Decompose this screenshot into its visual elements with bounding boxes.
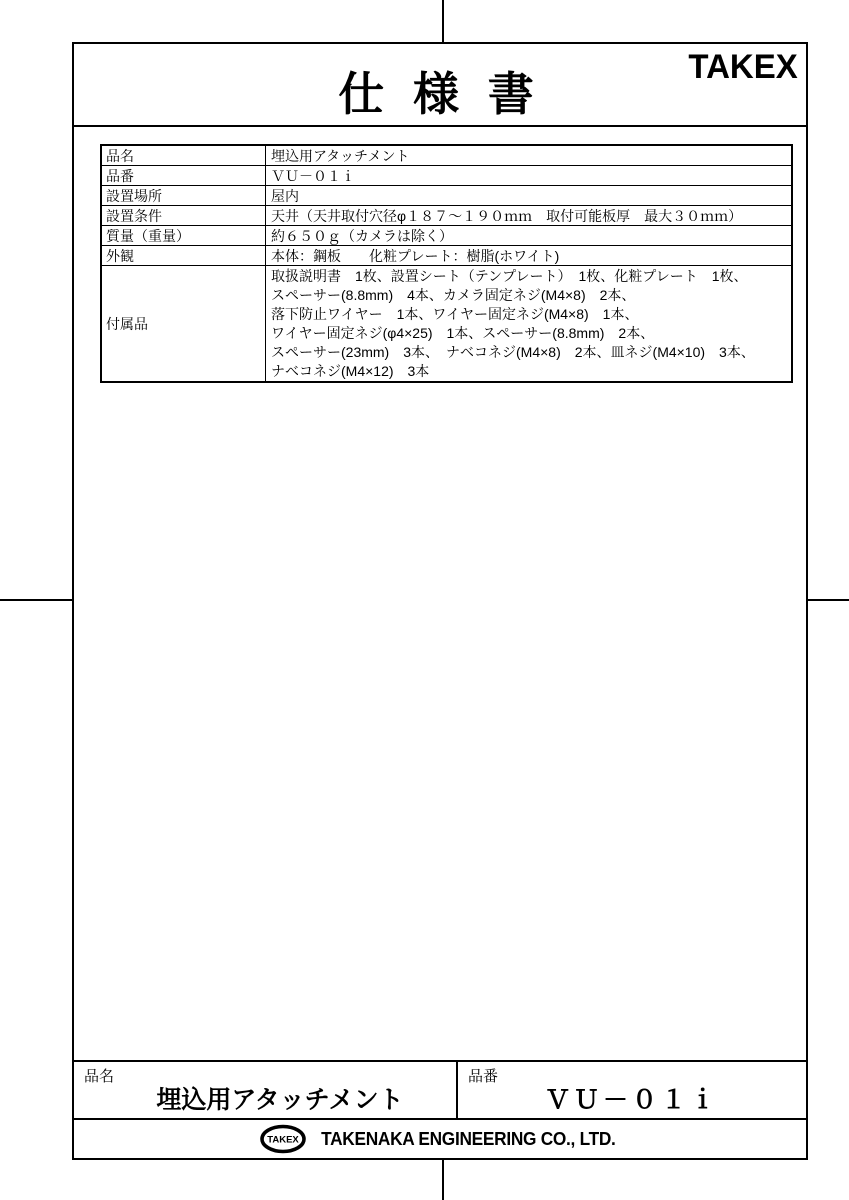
accessory-line: ナベコネジ(M4×12) 3本 [271,363,430,379]
accessory-line: スペーサー(23mm) 3本、 ナベコネジ(M4×8) 2本、皿ネジ(M4×10) 3本、 [271,344,755,360]
brand-logo-text: TAKEX [688,48,798,86]
crop-mark-bottom [442,1157,444,1200]
row-value: 屋内 [271,188,299,204]
row-label: 質量（重量） [102,226,266,245]
row-value: 本体：鋼板 化粧プレート：樹脂(ホワイト) [271,248,560,264]
title-block [74,1060,806,1118]
accessories-list [266,266,791,381]
product-number-label: 品番 [468,1068,499,1085]
row-label: 外観 [102,246,266,265]
spec-table [100,144,793,383]
row-value: 天井（天井取付穴径φ１８７～１９０ｍｍ 取付可能板厚 最大３０ｍｍ） [271,208,743,224]
accessory-line: ワイヤー固定ネジ(φ4×25) 1本、スペーサー(8.8mm) 2本、 [271,325,655,341]
accessory-line: スペーサー(8.8mm) 4本、カメラ固定ネジ(M4×8) 2本、 [271,287,636,303]
crop-mark-right [806,599,849,601]
svg-text:TAKEX: TAKEX [266,1134,299,1146]
title-block-product-name [74,1062,458,1118]
table-row-product-name [102,146,791,166]
product-name-value: 埋込用アタッチメント [156,1086,404,1114]
crop-mark-left [0,599,74,601]
title-block-product-number [458,1062,806,1118]
row-value: 埋込用アタッチメント [271,148,410,164]
crop-mark-top [442,0,444,44]
row-label: 品名 [102,146,266,165]
company-footer [74,1118,806,1158]
product-name-label: 品名 [84,1068,115,1085]
table-row-weight [102,226,791,246]
table-row-accessories [102,266,791,381]
table-row-install-location [102,186,791,206]
row-label: 品番 [102,166,266,185]
document-body [74,127,806,1060]
table-row-install-conditions [102,206,791,226]
product-number-value: ＶＵ－０１ｉ [544,1086,719,1114]
document-header [74,44,806,127]
row-label: 付属品 [102,266,266,381]
table-row-appearance [102,246,791,266]
row-label: 設置条件 [102,206,266,225]
row-value: ＶＵ－０１ｉ [271,168,355,184]
row-value: 約６５０ｇ（カメラは除く） [271,228,453,244]
page-title: 仕 様 書 [338,68,542,120]
takex-oval-logo-icon [259,1124,307,1154]
document-frame [72,42,808,1160]
company-name: TAKENAKA ENGINEERING CO., LTD. [320,1128,616,1149]
accessory-line: 取扱説明書 1枚、設置シート（テンプレート） 1枚、化粧プレート 1枚、 [271,268,748,284]
row-label: 設置場所 [102,186,266,205]
table-row-product-number [102,166,791,186]
accessory-line: 落下防止ワイヤー 1本、ワイヤー固定ネジ(M4×8) 1本、 [271,306,639,322]
